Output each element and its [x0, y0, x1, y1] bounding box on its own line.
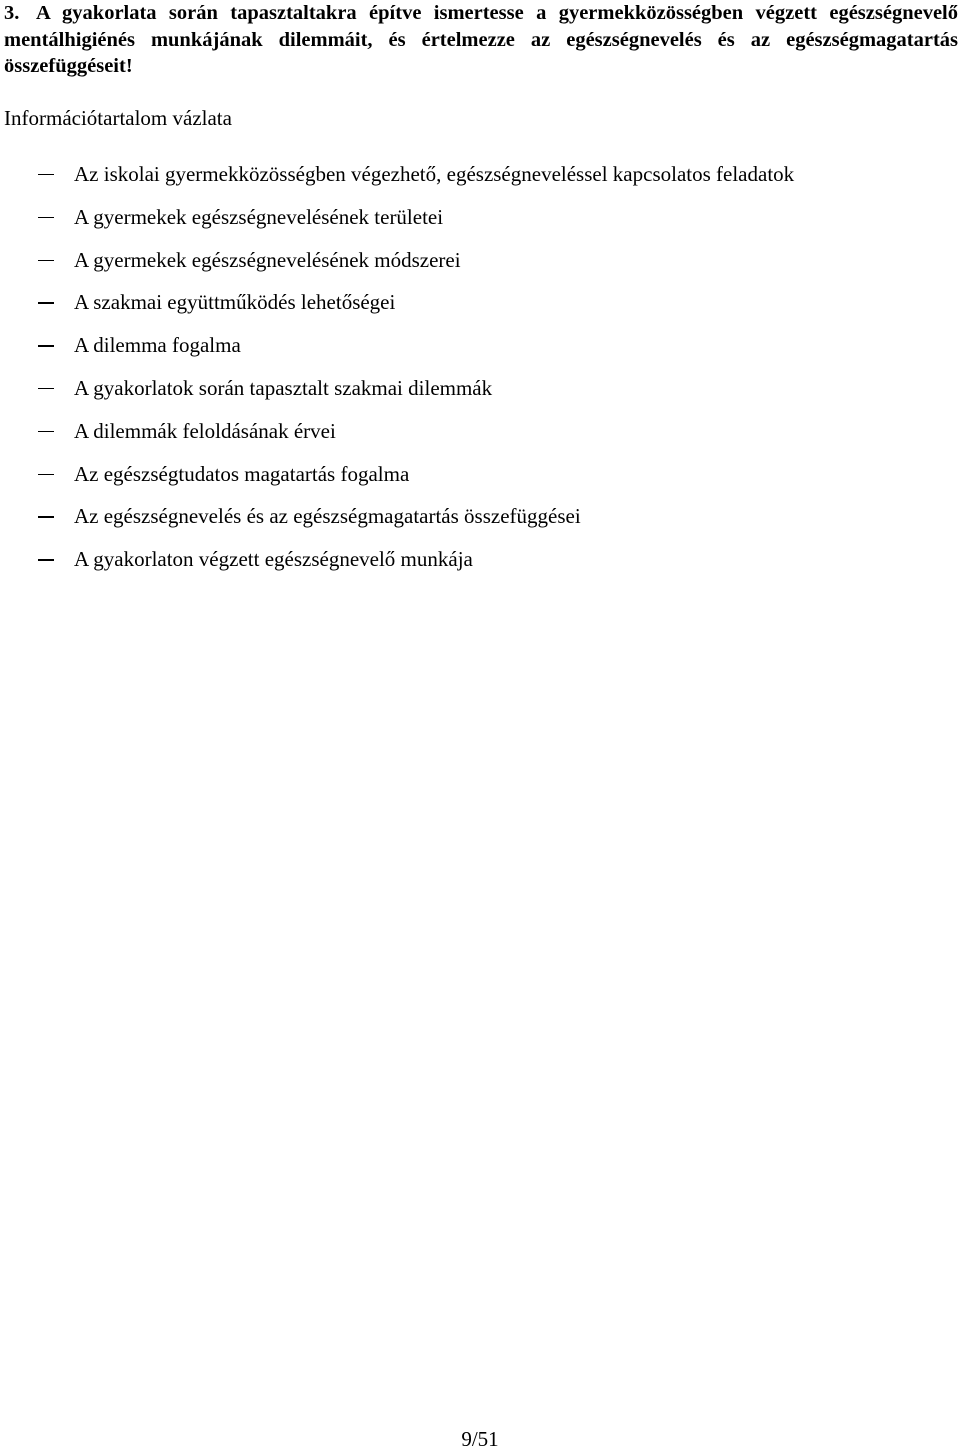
dash-bullet-icon: [38, 431, 54, 432]
dash-bullet-icon: [38, 260, 54, 261]
list-item-text: A dilemma fogalma: [74, 333, 241, 358]
list-item-text: A gyermekek egészségnevelésének módszerei: [74, 247, 461, 272]
list-item-text: A gyakorlatok során tapasztalt szakmai dilemmák: [74, 375, 493, 400]
dash-bullet-icon: [38, 217, 54, 218]
dash-bullet-icon: [38, 174, 54, 175]
list-item-text: Az egészségnevelés és az egészségmagatartás összefüggései: [74, 504, 581, 529]
question-number: 3.: [4, 2, 20, 24]
list-item-text: Az egészségtudatos magatartás fogalma: [74, 461, 410, 486]
dash-bullet-icon: [38, 345, 54, 346]
list-item-text: A gyermekek egészségnevelésének területei: [74, 204, 444, 229]
dash-bullet-icon: [38, 559, 54, 560]
dash-bullet-icon: [38, 302, 54, 303]
dash-bullet-icon: [38, 516, 54, 517]
question-heading: [4, 0, 958, 80]
page-number: 9/51: [461, 1427, 499, 1451]
list-item-text: Az iskolai gyermekközösségben végezhető, egészségneveléssel kapcsolatos feladatok: [74, 162, 795, 186]
list-item-text: A szakmai együttműködés lehetőségei: [74, 290, 396, 315]
question-text: A gyakorlata során tapasztaltakra építve ismertesse a gyermekközösségben végzett egészségnevelő mentálhigiénés munkájának dilemmáit, és értelmezze az egészségnevelés és az egészségmagatartás összefüggéseit!: [4, 2, 958, 77]
dash-bullet-icon: [38, 474, 54, 475]
list-item-text: A gyakorlaton végzett egészségnevelő munkája: [74, 547, 473, 572]
outline-subtitle: Információtartalom vázlata: [4, 106, 232, 130]
list-item-text: A dilemmák feloldásának érvei: [74, 418, 336, 443]
dash-bullet-icon: [38, 388, 54, 389]
